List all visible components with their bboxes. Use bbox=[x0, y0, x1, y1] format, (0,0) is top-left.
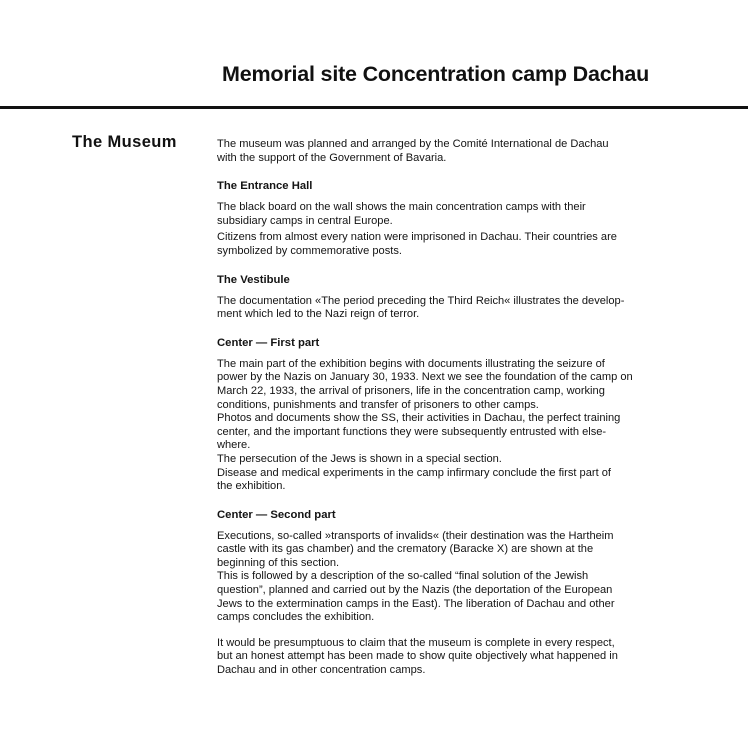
entrance-hall-paragraph-2: Citizens from almost every nation were imprisoned in Dachau. Their countries are symbolized by commemorative posts. bbox=[217, 231, 617, 257]
closing-paragraph: It would be presumptuous to claim that the museum is complete in every respect, but an honest attempt has been made to show quite objectively what happened in Dachau and in other concentration camps. bbox=[217, 636, 618, 677]
first-part-paragraph-3: The persecution of the Jews is shown in a special section. bbox=[217, 452, 502, 465]
first-part-paragraph-4: Disease and medical experiments in the camp infirmary conclude the first part of the exhibition. bbox=[217, 466, 612, 493]
first-part-paragraph-2: Photos and documents show the SS, their activities in Dachau, the perfect training center, and the important functions they were subsequently entrusted with else- where. bbox=[217, 412, 621, 452]
section-heading: The Museum bbox=[72, 133, 177, 151]
vestibule-heading: The Vestibule bbox=[217, 273, 290, 286]
second-part-paragraph-1: Executions, so-called »transports of invalids« (their destination was the Hartheim castle with its gas chamber) and the crematory (Baracke X) are shown at the beginning of this section. bbox=[217, 529, 614, 569]
vestibule-paragraph: The documentation «The period preceding the Third Reich« illustrates the develop- ment which led to the Nazi reign of terror. bbox=[217, 294, 625, 321]
first-part-heading: Center — First part bbox=[217, 336, 320, 349]
second-part-heading: Center — Second part bbox=[217, 508, 336, 521]
intro-paragraph: The museum was planned and arranged by the Comité International de Dachau with the support of the Government of Bavaria. bbox=[217, 138, 609, 164]
second-part-paragraph-2: This is followed by a description of the so-called “final solution of the Jewish question”, planned and carried out by the Nazis (the deportation of the European Jews to the extermination camps in the East). The liberation of Dachau and other camps concludes the exhibition. bbox=[217, 570, 615, 624]
first-part-paragraph-1: The main part of the exhibition begins with documents illustrating the seizure of power by the Nazis on January 30, 1933. Next we see the foundation of the camp on March 22, 1933, the arrival of prisoners, life in the concentration camp, working conditions, punishments and transfer of prisoners to other camps. bbox=[217, 357, 633, 411]
main-content bbox=[217, 138, 692, 678]
entrance-hall-paragraph-1: The black board on the wall shows the main concentration camps with their subsidiary camps in central Europe. bbox=[217, 201, 586, 227]
entrance-hall-heading: The Entrance Hall bbox=[217, 180, 313, 193]
page-title: Memorial site Concentration camp Dachau bbox=[222, 62, 650, 86]
title-divider bbox=[0, 106, 748, 109]
